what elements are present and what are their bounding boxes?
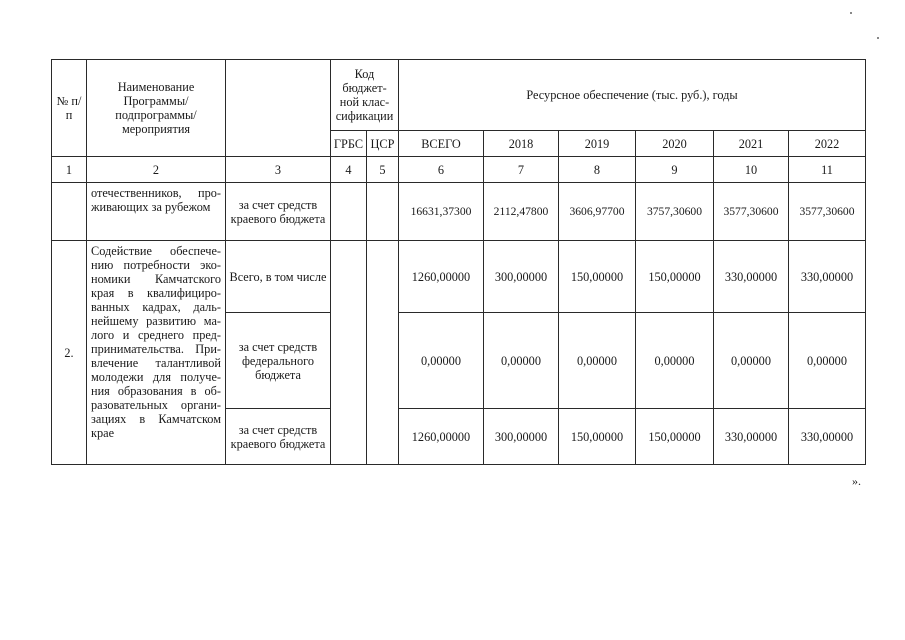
header-code-group: Код бюджет-ной клас-сификации [331, 60, 399, 131]
value-2022: 0,00000 [789, 313, 866, 409]
value-2022: 330,00000 [789, 409, 866, 465]
value-2020: 150,00000 [636, 409, 714, 465]
value-total: 0,00000 [399, 313, 484, 409]
column-number: 5 [367, 157, 399, 183]
value-2020: 150,00000 [636, 241, 714, 313]
value-2019: 150,00000 [559, 409, 636, 465]
value-2021: 330,00000 [714, 409, 789, 465]
header-year: 2020 [636, 131, 714, 157]
resource-table [51, 59, 866, 465]
value-total: 16631,37300 [399, 183, 484, 241]
row-num [52, 183, 87, 241]
column-number: 10 [714, 157, 789, 183]
value-2021: 330,00000 [714, 241, 789, 313]
value-2020: 0,00000 [636, 313, 714, 409]
column-number-row [52, 157, 866, 183]
scan-speck [850, 12, 852, 14]
header-csr: ЦСР [367, 131, 399, 157]
value-2021: 3577,30600 [714, 183, 789, 241]
header-resources: Ресурсное обеспечение (тыс. руб.), годы [399, 60, 866, 131]
column-number: 1 [52, 157, 87, 183]
value-2018: 300,00000 [484, 409, 559, 465]
header-year: 2019 [559, 131, 636, 157]
row-grbs [331, 183, 367, 241]
header-name: Наименование Программы/ подпрограммы/ мероприятия [87, 60, 226, 157]
value-total: 1260,00000 [399, 409, 484, 465]
table-row [52, 183, 866, 241]
row-csr [367, 241, 399, 465]
header-row-1 [52, 60, 866, 131]
value-2022: 3577,30600 [789, 183, 866, 241]
header-year: 2022 [789, 131, 866, 157]
value-2019: 3606,97700 [559, 183, 636, 241]
row-grbs [331, 241, 367, 465]
value-2019: 0,00000 [559, 313, 636, 409]
header-num: № п/п [52, 60, 87, 157]
column-number: 6 [399, 157, 484, 183]
header-total: ВСЕГО [399, 131, 484, 157]
column-number: 7 [484, 157, 559, 183]
row-source: за счет средств краевого бюджета [226, 409, 331, 465]
header-grbs: ГРБС [331, 131, 367, 157]
column-number: 3 [226, 157, 331, 183]
row-source: за счет средств федерального бюджета [226, 313, 331, 409]
column-number: 11 [789, 157, 866, 183]
item-name: Содействие обеспече-нию потребности эко-номики Камчатского края в квалифициро-ванных кадрах, даль-нейшему развитию ма-лого и среднего пред-принимательства. При-влечение талантливой молодежи для получе-ния образования в об-разовательных органи-зациях в Камчатском крае [87, 241, 226, 465]
value-2018: 300,00000 [484, 241, 559, 313]
scan-speck [877, 37, 879, 39]
header-source [226, 60, 331, 157]
item-num: 2. [52, 241, 87, 465]
value-total: 1260,00000 [399, 241, 484, 313]
value-2021: 0,00000 [714, 313, 789, 409]
column-number: 4 [331, 157, 367, 183]
value-2018: 0,00000 [484, 313, 559, 409]
row-source: за счет средств краевого бюджета [226, 183, 331, 241]
column-number: 2 [87, 157, 226, 183]
value-2020: 3757,30600 [636, 183, 714, 241]
table-row [52, 241, 866, 313]
row-csr [367, 183, 399, 241]
row-source: Всего, в том числе [226, 241, 331, 313]
value-2019: 150,00000 [559, 241, 636, 313]
row-name-continuation: отечественников, про-живающих за рубежом [87, 183, 226, 241]
value-2022: 330,00000 [789, 241, 866, 313]
header-year: 2021 [714, 131, 789, 157]
closing-quote-mark: ». [852, 474, 861, 488]
header-year: 2018 [484, 131, 559, 157]
column-number: 8 [559, 157, 636, 183]
value-2018: 2112,47800 [484, 183, 559, 241]
column-number: 9 [636, 157, 714, 183]
